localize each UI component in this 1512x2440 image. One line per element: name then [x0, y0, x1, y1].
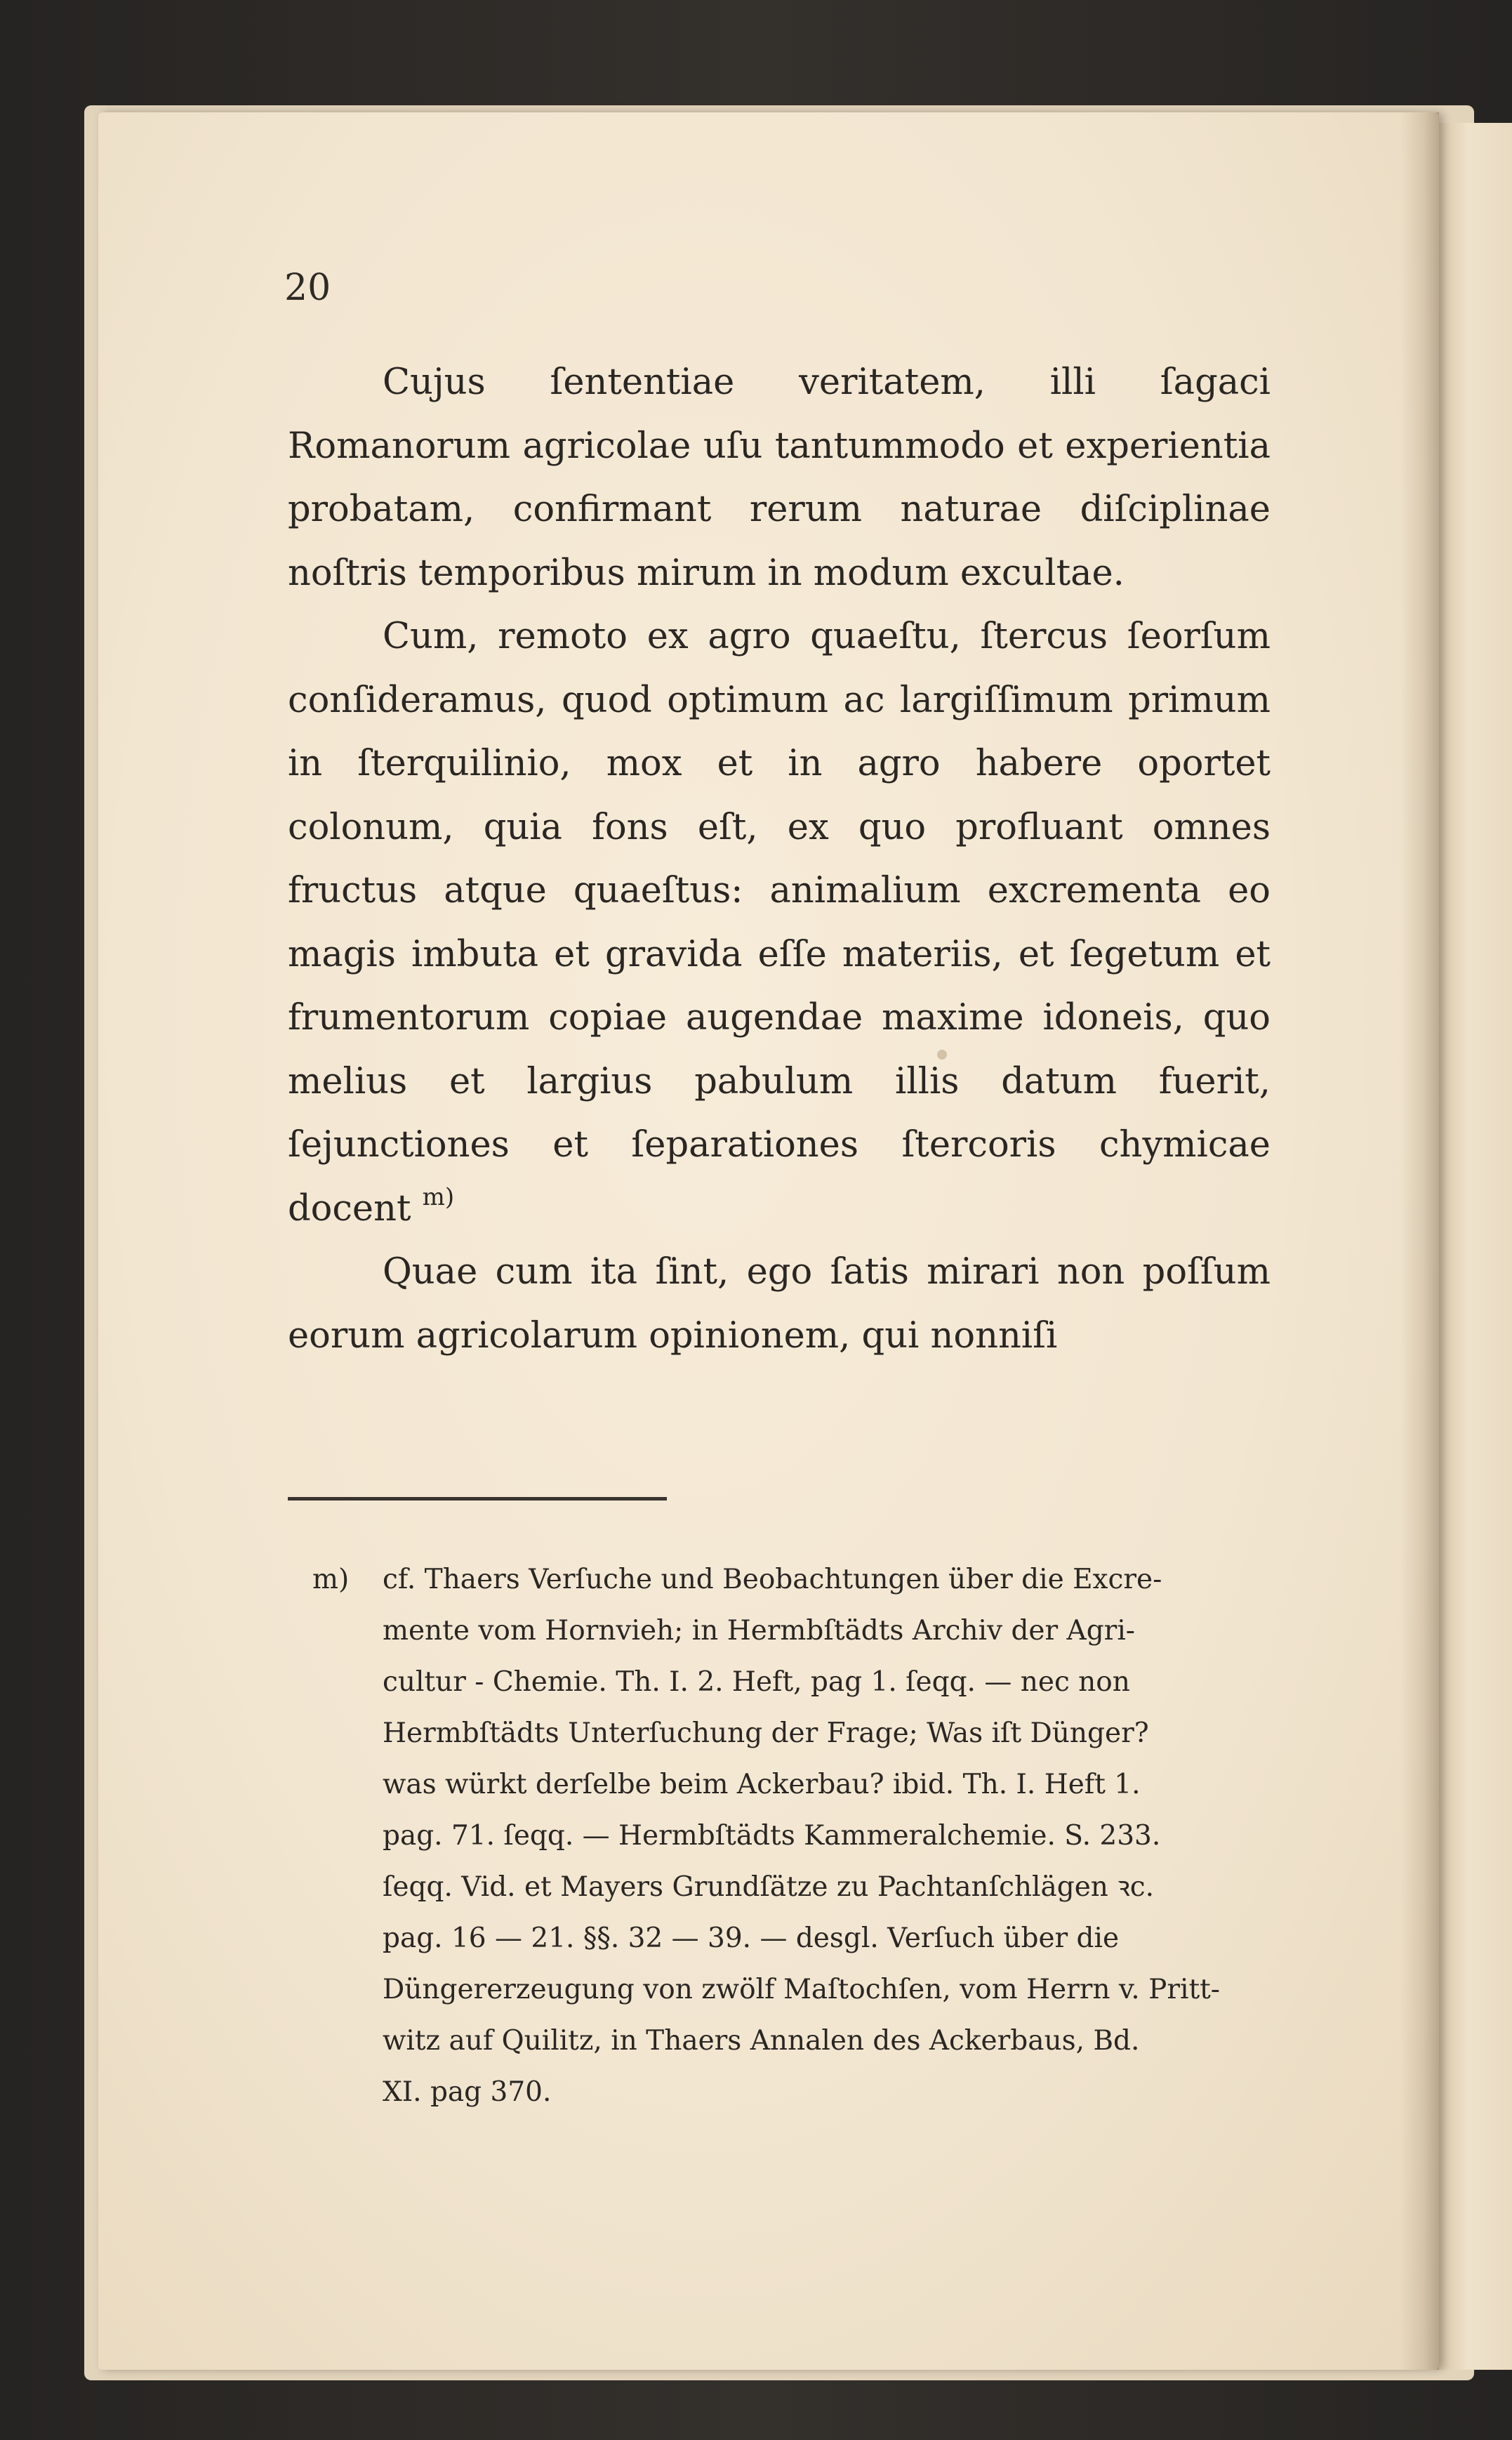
footnote-line: Hermbſtädts Unterſuchung der Frage; Was iſt Dünger?	[383, 1717, 1149, 1749]
footnote-separator-rule	[288, 1497, 667, 1501]
footnote	[312, 1554, 1281, 2118]
footnote-line: XI. pag 370.	[383, 2076, 552, 2108]
footnote-line: mente vom Hornvieh; in Hermbſtädts Archiv der Agri-	[383, 1615, 1135, 1647]
footnote-line	[312, 1554, 1281, 1605]
footnote-line: ſeqq. Vid. et Mayers Grundſätze zu Pachtanſchlägen ꝛc.	[383, 1871, 1155, 1903]
page-gutter-shadow	[1400, 112, 1439, 2370]
facing-page-edge	[1439, 123, 1512, 2370]
footnote-line: cultur - Chemie. Th. I. 2. Heft, pag 1. ſeqq. — nec non	[383, 1666, 1130, 1698]
page-number: 20	[284, 267, 331, 309]
body-text	[288, 351, 1271, 1368]
footnote-line-text: cf. Thaers Verſuche und Beobachtungen über die Excre-	[383, 1564, 1162, 1595]
footnote-line: was würkt derſelbe beim Ackerbau? ibid. Th. I. Heft 1.	[383, 1769, 1141, 1800]
paragraph-1: Cujus ſententiae veritatem, illi ſagaci Romanorum agricolae uſu tantummodo et experientia probatam, confirmant rerum naturae diſciplinae noſtris temporibus mirum in modum excultae.	[288, 362, 1271, 594]
footnote-line: pag. 71. ſeqq. — Hermbſtädts Kammeralchemie. S. 233.	[383, 1820, 1161, 1852]
footnote-line: witz auf Quilitz, in Thaers Annalen des Ackerbaus, Bd.	[383, 2025, 1140, 2057]
paragraph-2	[288, 605, 1271, 1241]
footnote-marker: m)	[312, 1564, 350, 1595]
paragraph-2-text: Cum, remoto ex agro quaeſtu, ſtercus ſeorſum conſideramus, quod optimum ac largiſſimum primum in ſterquilinio, mox et in agro habere oportet colonum, quia fons eſt, ex quo profluant omnes fructus atque quaeſtus: animalium excrementa eo magis imbuta et gravida eſſe materiis, et ſegetum et frumentorum copiae augendae maxime idoneis, quo melius et largius pabulum illis datum fuerit, ſejunctiones et ſeparationes ſtercoris chymicae docent	[288, 616, 1271, 1229]
footnote-reference: m)	[422, 1182, 455, 1211]
footnote-line: Düngererzeugung von zwölf Maſtochſen, vom Herrn v. Pritt-	[383, 1974, 1220, 2005]
paragraph-3: Quae cum ita ſint, ego ſatis mirari non poſſum eorum agricolarum opinionem, qui nonniſi	[288, 1251, 1271, 1357]
footnote-line: pag. 16 — 21. §§. 32 — 39. — desgl. Verſuch über die	[383, 1923, 1120, 1954]
